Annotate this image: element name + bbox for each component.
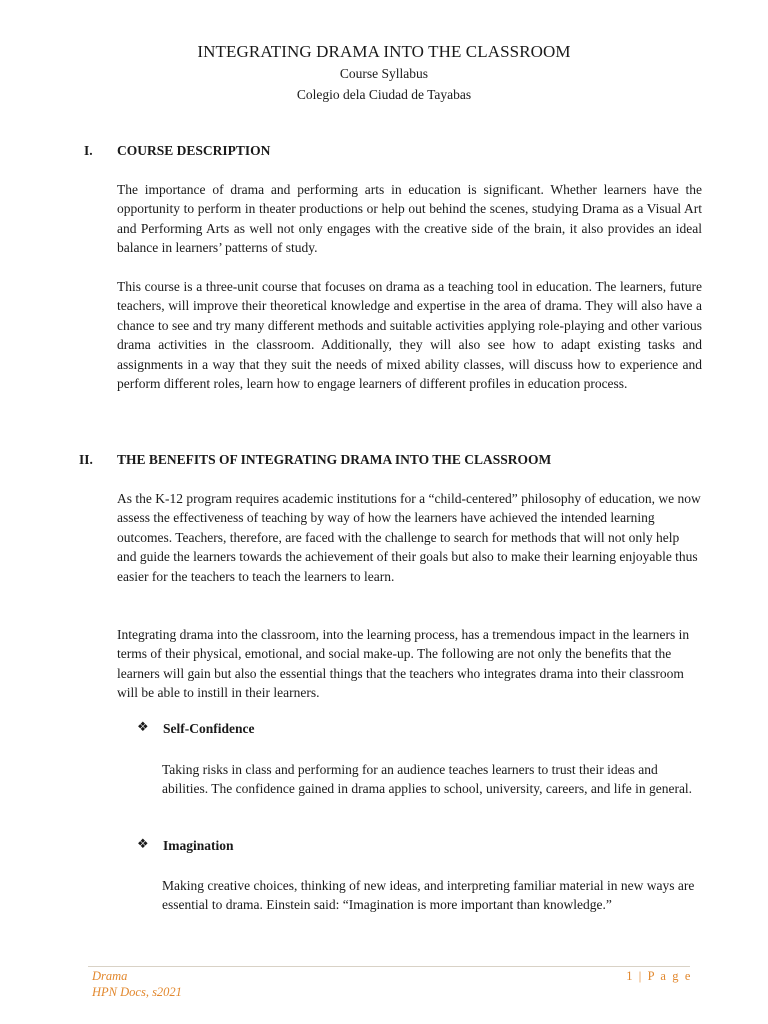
- benefit-heading-imagination: [137, 838, 437, 858]
- footer-document-info: [92, 968, 182, 1000]
- benefits-paragraph-1: As the K-12 program requires academic institutions for a “child-centered” philosophy of education, we now assess the effectiveness of teaching by way of how the learners have achieved the intended learning outcomes. Teachers, therefore, are faced with the challenge to search for methods that will not only help and guide the learners towards the achievement of their goals but also to make their learning enjoyable thus easier for the teachers to teach the learners to learn.: [117, 491, 701, 584]
- section-heading-course-description: [84, 143, 704, 163]
- benefit-text-self-confidence: Taking risks in class and performing for an audience teaches learners to trust their ideas and abilities. The confidence gained in drama applies to school, university, careers, and life in general.: [162, 762, 693, 797]
- footer-page-number: 1 | P a g e: [626, 969, 692, 983]
- document-title: INTEGRATING DRAMA INTO THE CLASSROOM: [197, 42, 571, 61]
- footer-course-name: Drama: [92, 969, 128, 983]
- section-heading-label: COURSE DESCRIPTION: [117, 143, 271, 158]
- footer-doc-code: HPN Docs, s2021: [92, 985, 182, 999]
- section-numeral: II.: [79, 452, 93, 467]
- benefit-heading-label: Imagination: [163, 838, 234, 853]
- section-heading-benefits: [79, 452, 704, 472]
- document-subtitle: Course Syllabus: [339, 66, 429, 81]
- course-description-paragraph-2: This course is a three-unit course that focuses on drama as a teaching tool in education. The learners, future teachers, will improve their theoretical knowledge and expertise in the area of drama. They will also have a chance to see and try many different methods and suitable activities applying role-playing and other various drama activities in the classroom. Additionally, they will also see how to adapt existing tasks and assignments in a way that they suit the needs of mixed ability classes, will discuss how to experience and perform different roles, learn how to engage learners of different profiles in education process.: [117, 279, 702, 392]
- diamond-bullet-icon: ❖: [137, 837, 149, 852]
- diamond-bullet-icon: ❖: [137, 720, 149, 735]
- benefit-heading-label: Self-Confidence: [163, 721, 255, 736]
- section-numeral: I.: [84, 143, 93, 158]
- footer-divider: [88, 966, 690, 967]
- benefits-paragraph-2: Integrating drama into the classroom, into the learning process, has a tremendous impact in the learners in terms of their physical, emotional, and social make-up. The following are not only the benefits that the learners will gain but also the essential things that the teachers who integrates drama into their classroom will be able to instill in their learners.: [117, 627, 690, 701]
- course-description-paragraph-1: The importance of drama and performing arts in education is significant. Whether learners have the opportunity to perform in theater productions or help out behind the scenes, studying Drama as a Visual Art and Performing Arts as well not only engages with the creative side of the brain, it also provides an ideal balance in learners’ patterns of study.: [117, 182, 702, 256]
- benefit-heading-self-confidence: [137, 721, 437, 741]
- benefit-text-imagination: Making creative choices, thinking of new ideas, and interpreting familiar material in new ways are essential to drama. Einstein said: “Imagination is more important than knowledge.”: [162, 878, 695, 913]
- institution-name: Colegio dela Ciudad de Tayabas: [296, 87, 472, 102]
- section-heading-label: THE BENEFITS OF INTEGRATING DRAMA INTO THE CLASSROOM: [117, 452, 552, 467]
